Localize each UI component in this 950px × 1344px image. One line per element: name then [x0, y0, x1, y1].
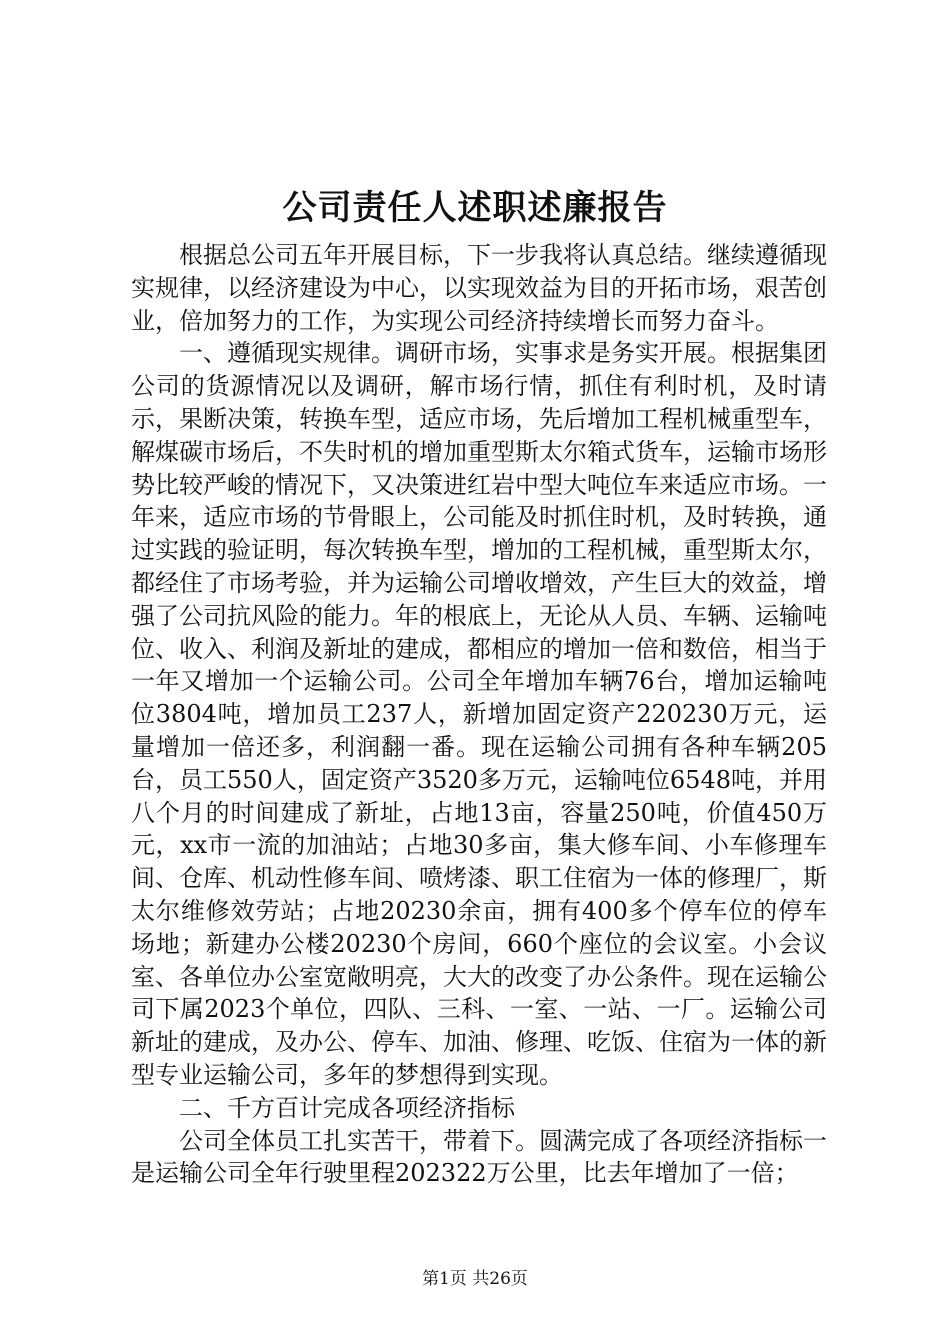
- paragraph-section-one: 一、遵循现实规律。调研市场，实事求是务实开展。根据集团公司的货源情况以及调研，解市场行情，抓住有利时机，及时请示，果断决策，转换车型，适应市场，先后增加工程机械重型车，解煤碳市场后，不失时机的增加重型斯太尔箱式货车，运输市场形势比较严峻的情况下，又决策进红岩中型大吨位车来适应市场。一年来，适应市场的节骨眼上，公司能及时抓住时机，及时转换，通过实践的验证明，每次转换车型，增加的工程机械，重型斯太尔，都经住了市场考验，并为运输公司增收增效，产生巨大的效益，增强了公司抗风险的能力。年的根底上，无论从人员、车辆、运输吨位、收入、利润及新址的建成，都相应的增加一倍和数倍，相当于一年又增加一个运输公司。公司全年增加车辆76台，增加运输吨位3804吨，增加员工237人，新增加固定资产220230万元，运量增加一倍还多，利润翻一番。现在运输公司拥有各种车辆205台，员工550人，固定资产3520多万元，运输吨位6548吨，并用八个月的时间建成了新址，占地13亩，容量250吨，价值450万元，xx市一流的加油站；占地30多亩，集大修车间、小车修理车间、仓库、机动性修车间、喷烤漆、职工住宿为一体的修理厂，斯太尔维修效劳站；占地20230余亩，拥有400多个停车位的停车场地；新建办公楼20230个房间，660个座位的会议室。小会议室、各单位办公室宽敞明亮，大大的改变了办公条件。现在运输公司下属2023个单位，四队、三科、一室、一站、一厂。运输公司新址的建成，及办公、停车、加油、修理、吃饭、住宿为一体的新型专业运输公司，多年的梦想得到实现。: [131, 339, 827, 1089]
- document-title: 公司责任人述职述廉报告: [282, 188, 668, 228]
- paragraph-section-two: 公司全体员工扎实苦干，带着下。圆满完成了各项经济指标一是运输公司全年行驶里程202322万公里，比去年增加了一倍；: [131, 1126, 827, 1188]
- heading-section-two: 二、千方百计完成各项经济指标: [179, 1093, 515, 1122]
- document-body: [131, 239, 827, 1190]
- paragraph-intro: 根据总公司五年开展目标，下一步我将认真总结。继续遵循现实规律，以经济建设为中心，以实现效益为目的开拓市场，艰苦创业，倍加努力的工作，为实现公司经济持续增长而努力奋斗。: [131, 241, 827, 335]
- page-number: 第1页 共26页: [422, 1269, 528, 1289]
